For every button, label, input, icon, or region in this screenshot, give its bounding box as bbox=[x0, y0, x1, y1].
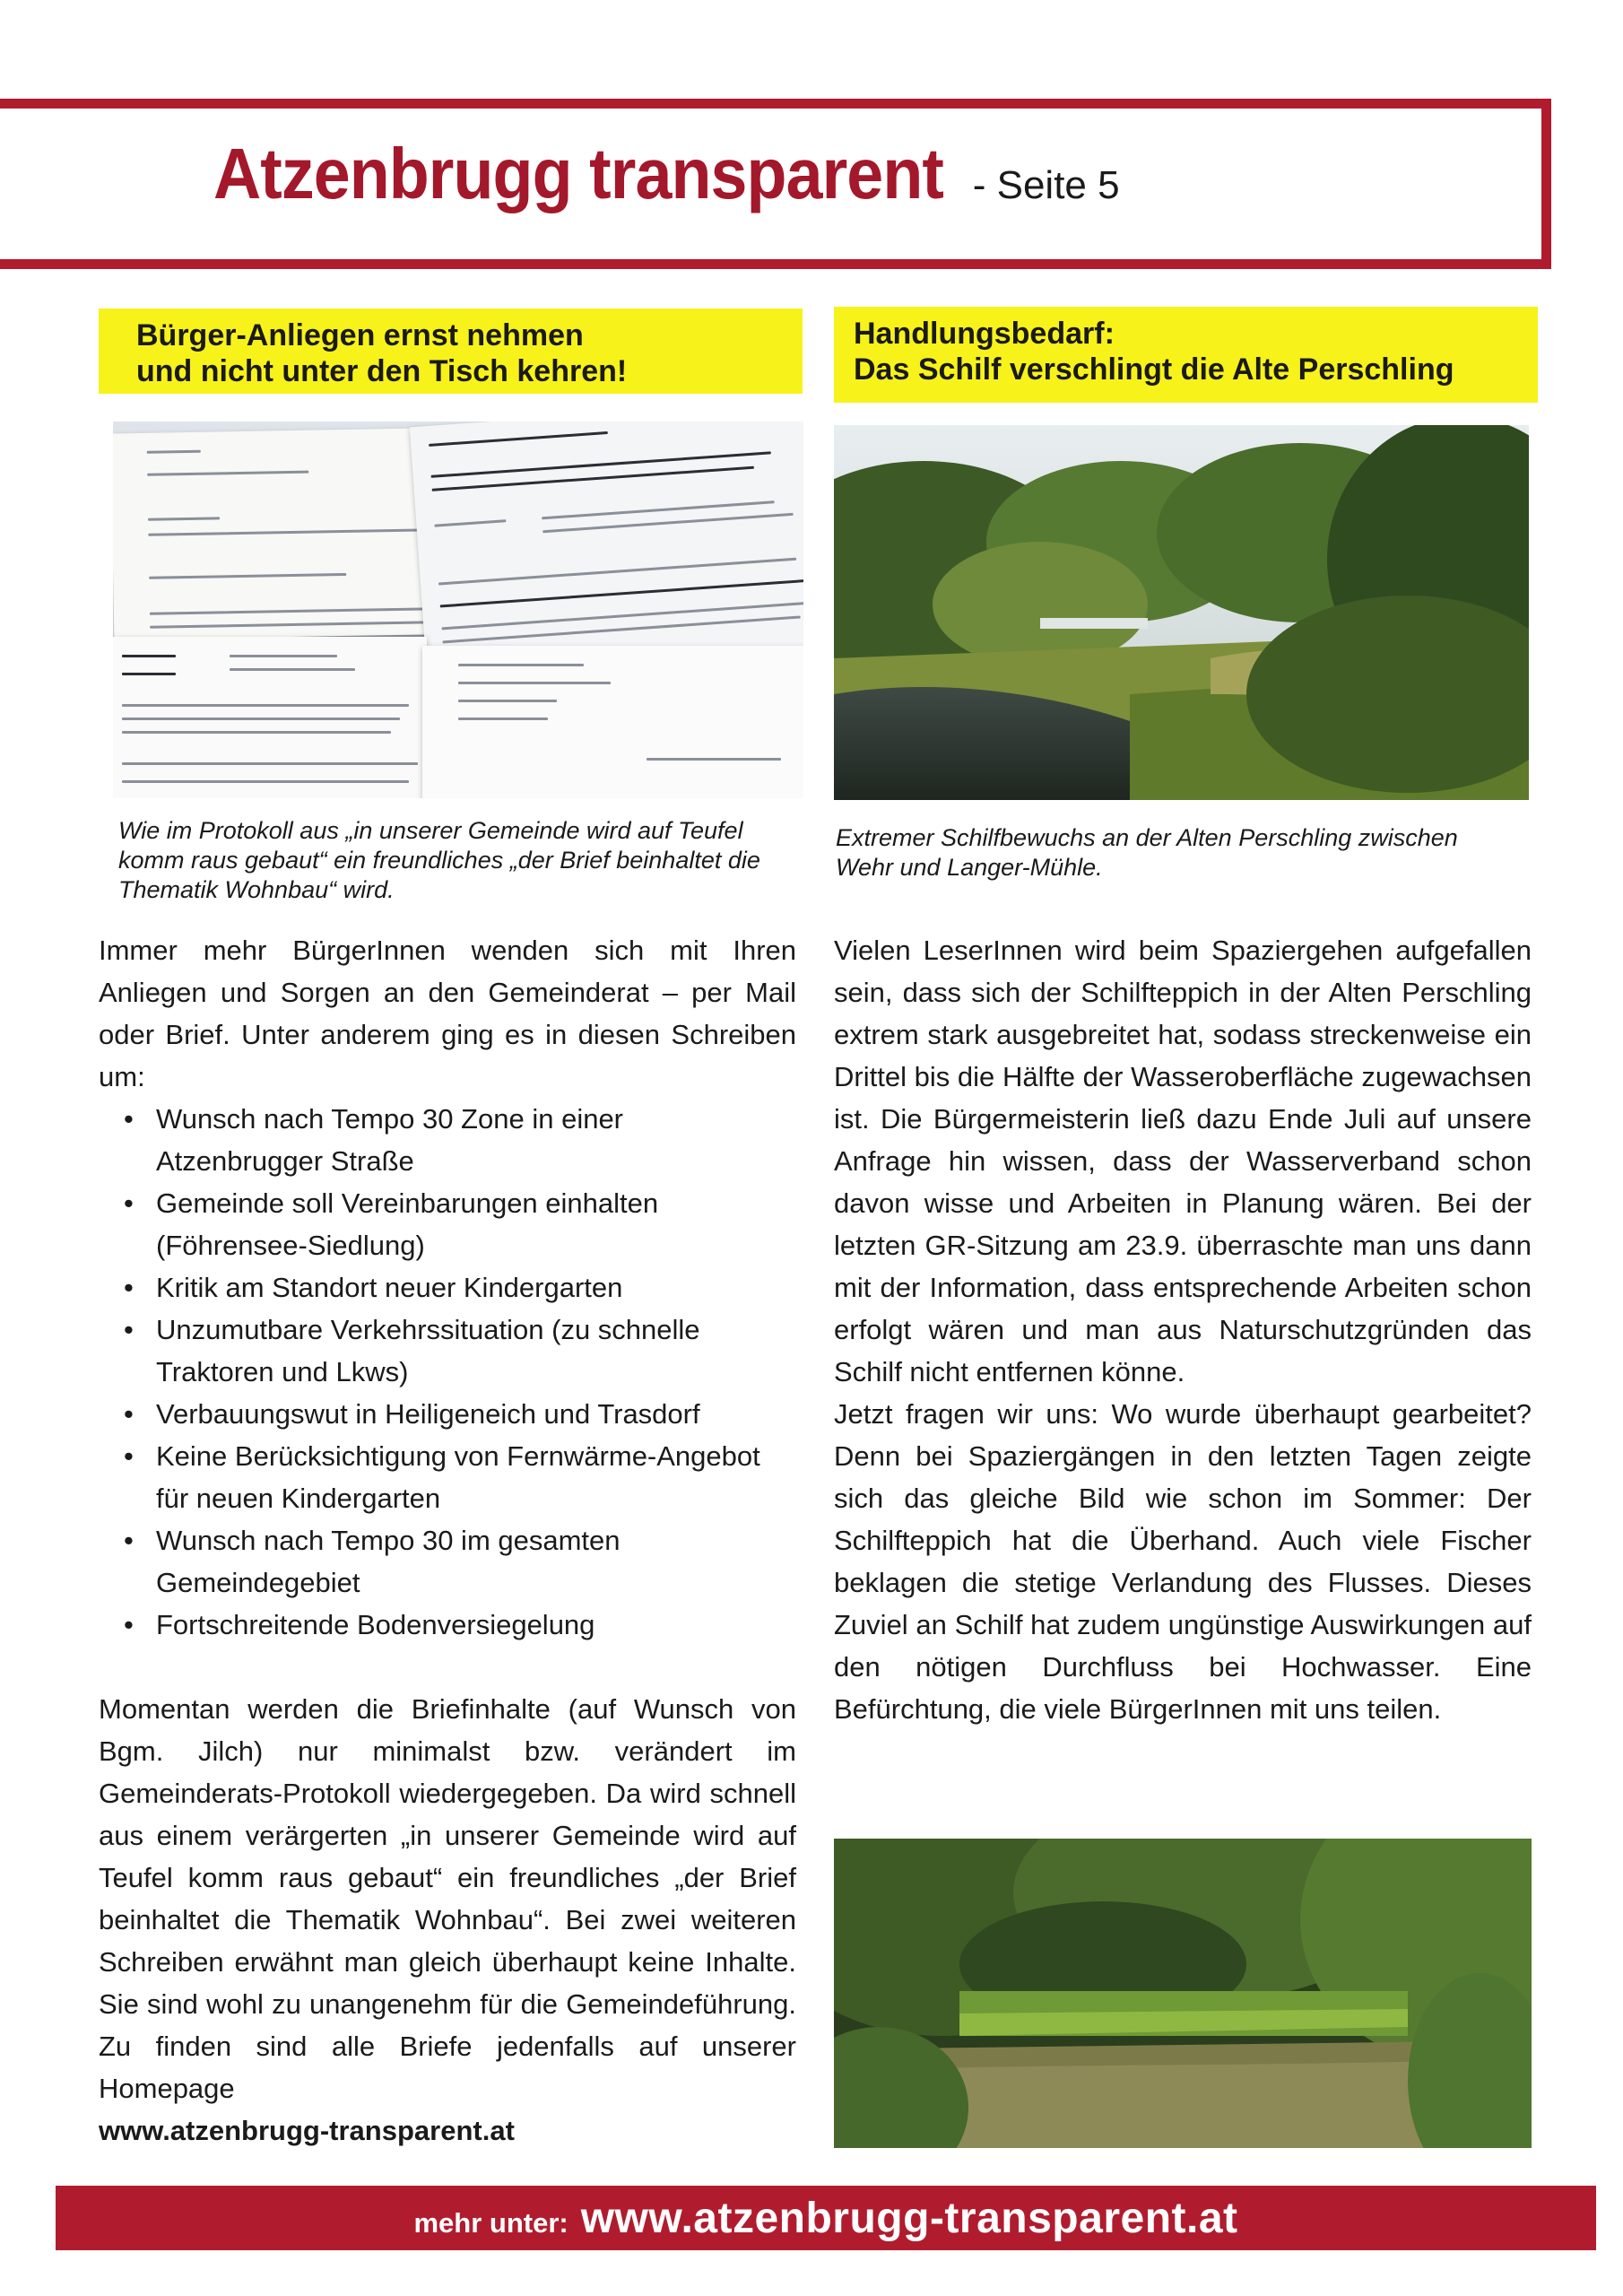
left-second-paragraph: Momentan werden die Briefinhalte (auf Wunsch von Bgm. Jilch) nur minimalst bzw. verändert im Gemeinderats-Protokoll wiedergegeben. Da wird schnell aus einem verärgerten „in unserer Gemeinde wird auf Teufel komm raus gebaut“ ein freundliches „der Brief beinhaltet die Thematik Wohnbau“. Bei zwei weiteren Schreiben erwähnt man gleich überhaupt keine Inhalte. Sie sind wohl zu unangenehm für die Gemeindeführung. Zu finden sind alle Briefe jedenfalls auf unserer Homepage bbox=[99, 1693, 796, 2104]
concerns-list bbox=[99, 1098, 796, 1646]
footer-prefix: mehr unter: bbox=[413, 2207, 568, 2239]
reed-river-photo bbox=[834, 425, 1529, 800]
page-number-label: - Seite 5 bbox=[972, 163, 1120, 207]
pond-photo bbox=[834, 1839, 1532, 2148]
left-headline bbox=[99, 309, 803, 394]
list-item: • Wunsch nach Tempo 30 im gesamten Gemeindegebiet bbox=[99, 1519, 796, 1604]
list-item: • Keine Berücksichtigung von Fernwärme-Angebot für neuen Kindergarten bbox=[99, 1435, 796, 1519]
list-item: • Kritik am Standort neuer Kindergarten bbox=[99, 1266, 796, 1309]
letter-envelope-sheet bbox=[422, 646, 803, 798]
brand-title: Atzenbrugg transparent bbox=[213, 134, 943, 213]
footer-url-link[interactable]: www.atzenbrugg-transparent.at bbox=[580, 2194, 1238, 2242]
left-intro-paragraph: Immer mehr BürgerInnen wenden sich mit Ihren Anliegen und Sorgen an den Gemeinderat – per Mail oder Brief. Unter anderem ging es in diesen Schreiben um: bbox=[99, 935, 796, 1092]
list-item: • Unzumutbare Verkehrssituation (zu schnelle Traktoren und Lkws) bbox=[99, 1309, 796, 1393]
right-headline-line-1: Handlungsbedarf: bbox=[854, 317, 1115, 351]
right-headline-line-2: Das Schilf verschlingt die Alte Perschling bbox=[854, 352, 1454, 387]
right-photo-caption: Extremer Schilfbewuchs an der Alten Perschling zwischen Wehr und Langer-Mühle. bbox=[836, 824, 1458, 881]
left-headline-line-1: Bürger-Anliegen ernst nehmen bbox=[136, 318, 584, 352]
left-headline-line-2: und nicht unter den Tisch kehren! bbox=[136, 354, 628, 388]
list-item: • Wunsch nach Tempo 30 Zone in einer Atzenbrugger Straße bbox=[99, 1098, 796, 1182]
right-second-paragraph: Jetzt fragen wir uns: Wo wurde überhaupt gearbeitet? Denn bei Spaziergängen in den letzten Tagen zeigte sich das gleiche Bild wie schon im Sommer: Der Schilfteppich hat die Überhand. Auch viele Fischer beklagen die stetige Verlandung des Flusses. Dieses Zuviel an Schilf hat zudem ungünstige Auswirkungen auf den nötigen Durchfluss bei Hochwasser. Eine Befürchtung, die viele BürgerInnen mit uns teilen. bbox=[834, 1398, 1532, 1725]
page-header bbox=[213, 133, 1120, 222]
right-article-body bbox=[834, 929, 1532, 1730]
letters-photo bbox=[113, 422, 803, 798]
email-sheet bbox=[113, 637, 427, 798]
left-article-body bbox=[99, 929, 796, 2152]
right-first-paragraph: Vielen LeserInnen wird beim Spaziergehen aufgefallen sein, dass sich der Schilfteppich in der Alten Perschling extrem stark ausgebreitet hat, sodass streckenweise ein Drittel bis die Hälfte der Wasseroberfläche zugewachsen ist. Die Bürgermeisterin ließ dazu Ende Juli auf unsere Anfrage hin wissen, dass der Wasserverband schon davon wisse und Arbeiten in Planung wären. Bei der letzten GR-Sitzung am 23.9. überraschte man uns dann mit der Information, dass entsprechende Arbeiten schon erfolgt wären und man aus Naturschutzgründen das Schilf nicht entfernen könne. bbox=[834, 935, 1532, 1387]
list-item: • Verbauungswut in Heiligeneich und Trasdorf bbox=[99, 1393, 796, 1435]
footer-bar bbox=[56, 2186, 1596, 2250]
left-photo-caption: Wie im Protokoll aus „in unserer Gemeinde wird auf Teufel komm raus gebaut“ ein freundliches „der Brief beinhaltet die Thematik Wohnbau“ wird. bbox=[118, 817, 760, 903]
homepage-link[interactable]: www.atzenbrugg-transparent.at bbox=[99, 2115, 515, 2146]
right-headline bbox=[834, 307, 1538, 403]
paragraph-spacer bbox=[99, 1646, 796, 1688]
email-printout bbox=[410, 422, 803, 678]
list-item: • Fortschreitende Bodenversiegelung bbox=[99, 1604, 796, 1646]
list-item: • Gemeinde soll Vereinbarungen einhalten (Föhrensee-Siedlung) bbox=[99, 1182, 796, 1266]
